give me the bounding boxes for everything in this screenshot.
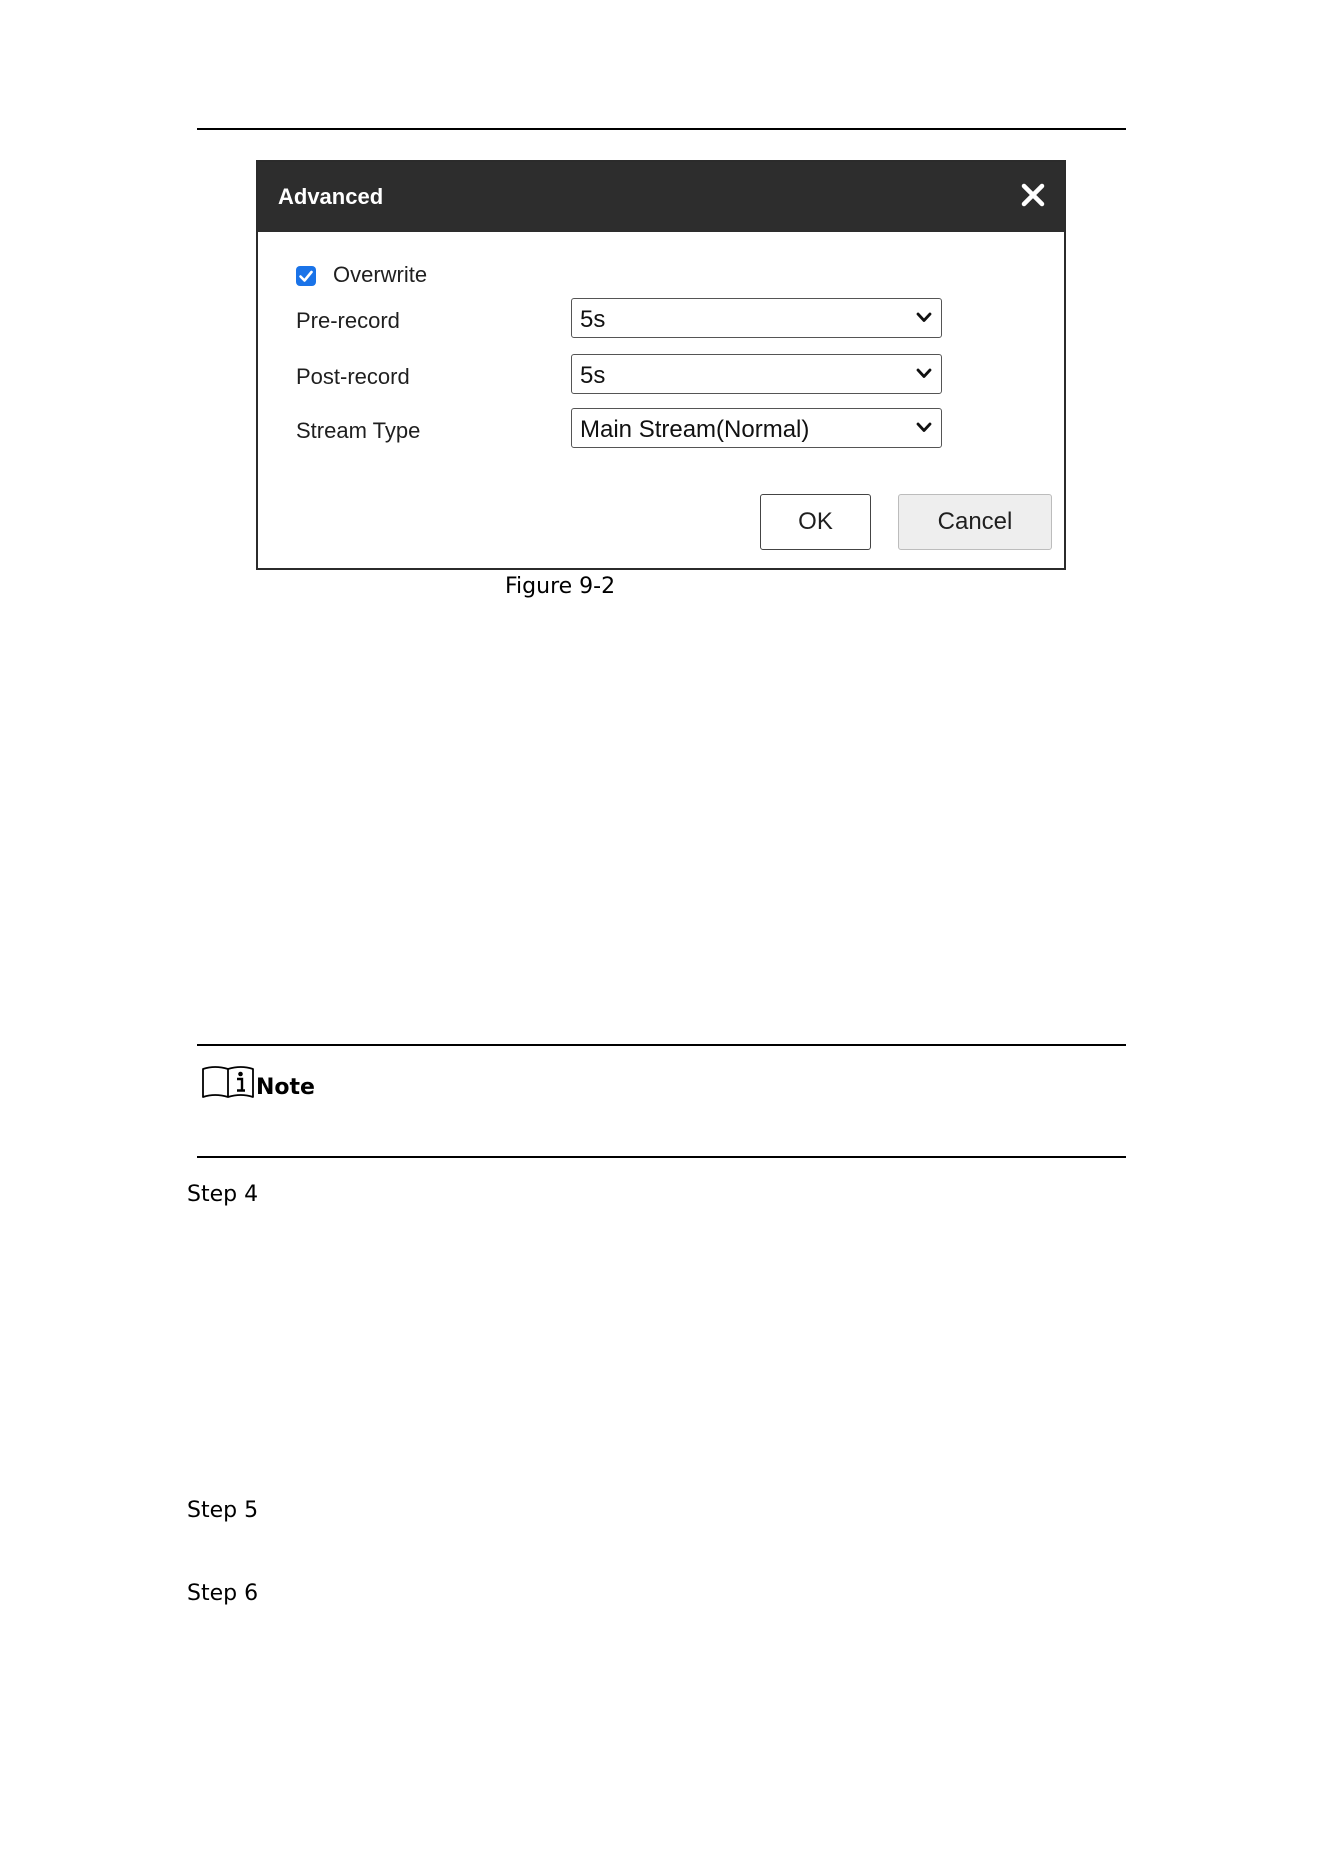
pre-record-select[interactable] bbox=[571, 298, 942, 338]
pre-record-label: Pre-record bbox=[296, 308, 400, 333]
close-button[interactable] bbox=[1016, 178, 1050, 212]
checkmark-icon bbox=[296, 266, 316, 286]
top-rule bbox=[197, 128, 1126, 130]
dialog-title: Advanced bbox=[278, 184, 384, 209]
chevron-down-icon bbox=[915, 311, 933, 325]
stream-type-select[interactable] bbox=[571, 408, 942, 448]
stream-type-value: Main Stream(Normal) bbox=[580, 416, 810, 443]
post-record-value: 5s bbox=[580, 362, 606, 389]
chevron-down-icon bbox=[915, 367, 933, 381]
overwrite-label: Overwrite bbox=[333, 262, 428, 287]
step-4-label: Step 4 bbox=[187, 1182, 259, 1207]
dialog-header bbox=[258, 162, 1064, 232]
chevron-down-icon bbox=[915, 421, 933, 435]
book-info-icon bbox=[201, 1063, 255, 1099]
note-label: Note bbox=[256, 1075, 315, 1100]
close-icon bbox=[1016, 178, 1050, 212]
pre-record-value: 5s bbox=[580, 306, 606, 333]
note-top-rule bbox=[197, 1044, 1126, 1046]
cancel-button[interactable]: Cancel bbox=[898, 494, 1052, 550]
post-record-select[interactable] bbox=[571, 354, 942, 394]
overwrite-checkbox[interactable] bbox=[296, 266, 316, 286]
advanced-dialog bbox=[256, 160, 1066, 570]
step-6-label: Step 6 bbox=[187, 1581, 259, 1606]
note-bottom-rule bbox=[197, 1156, 1126, 1158]
figure-caption: Figure 9-2 bbox=[505, 574, 616, 599]
stream-type-label: Stream Type bbox=[296, 418, 421, 443]
ok-button[interactable]: OK bbox=[760, 494, 871, 550]
step-5-label: Step 5 bbox=[187, 1498, 259, 1523]
post-record-label: Post-record bbox=[296, 364, 410, 389]
